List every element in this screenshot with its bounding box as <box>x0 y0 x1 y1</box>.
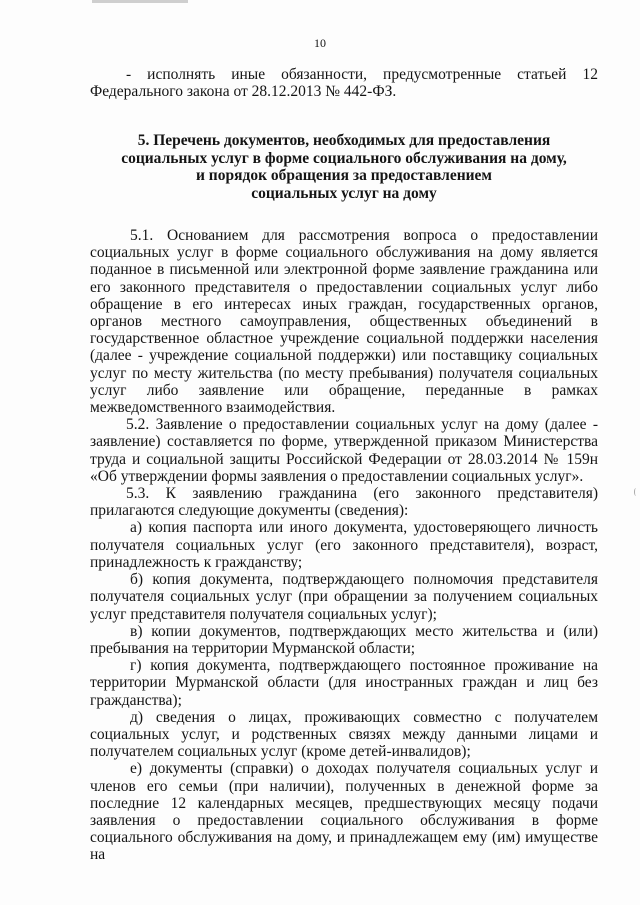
scan-artifact <box>92 0 188 3</box>
page-number: 10 <box>314 36 326 50</box>
section-heading-line: 5. Перечень документов, необходимых для предоставления <box>137 132 551 150</box>
section-heading-line: социальных услуг на дому <box>251 184 437 202</box>
intro-paragraph: - исполнять иные обязанности, предусмотренные статьей 12 Федерального закона от 28.12.2013 № 442-ФЗ. <box>90 66 598 101</box>
section-heading-line: и порядок обращения за предоставлением <box>196 167 492 185</box>
list-item-e: е) документы (справки) о доходах получателя социальных услуг и членов его семьи (при наличии), полученных в денежной форме за последние 12 календарных месяцев, предшествующих месяцу подачи заявления о предоставлении социального обслуживания в форме социального обслуживания на дому, и принадлежащем ему (им) имуществе на <box>90 760 598 864</box>
document-body <box>90 66 598 864</box>
list-item-a: а) копия паспорта или иного документа, удостоверяющего личность получателя социальных услуг (его законного представителя), возраст, принадлежность к гражданству; <box>90 519 598 571</box>
section-heading <box>90 132 598 202</box>
paragraph-5-2: 5.2. Заявление о предоставлении социальных услуг на дому (далее - заявление) составляется по форме, утвержденной приказом Министерства труда и социальной защиты Российской Федерации от 28.03.2014 № 159н «Об утверждении формы заявления о предоставлении социальных услуг». <box>90 416 598 485</box>
scan-mark-right <box>634 488 638 496</box>
paragraph-5-1: 5.1. Основанием для рассмотрения вопроса о предоставлении социальных услуг в форме социального обслуживания на дому является поданное в письменной или электронной форме заявление гражданина или его законного представителя о предоставлении социальных услуг либо обращение в его интересах иных граждан, государственных органов, органов местного самоуправления, общественных объединений в государственное областное учреждение социальной поддержки населения (далее - учреждение социальной поддержки) или поставщику социальных услуг по месту жительства (по месту пребывания) получателя социальных услуг либо заявление или обращение, переданные в рамках межведомственного взаимодействия. <box>90 227 598 417</box>
paragraph-5-3: 5.3. К заявлению гражданина (его законного представителя) прилагаются следующие документы (сведения): <box>90 485 598 520</box>
list-item-b: б) копия документа, подтверждающего полномочия представителя получателя социальных услуг (при обращении за получением социальных услуг представителя получателя социальных услуг); <box>90 571 598 623</box>
list-item-v: в) копии документов, подтверждающих место жительства и (или) пребывания на территории Мурманской области; <box>90 622 598 657</box>
section-heading-line: социальных услуг в форме социального обслуживания на дому, <box>121 149 567 167</box>
list-item-g: г) копия документа, подтверждающего постоянное проживание на территории Мурманской области (для иностранных граждан и лиц без гражданства); <box>90 657 598 709</box>
list-item-d: д) сведения о лицах, проживающих совместно с получателем социальных услуг, и родственных связях между данными лицами и получателем социальных услуг (кроме детей-инвалидов); <box>90 708 598 761</box>
